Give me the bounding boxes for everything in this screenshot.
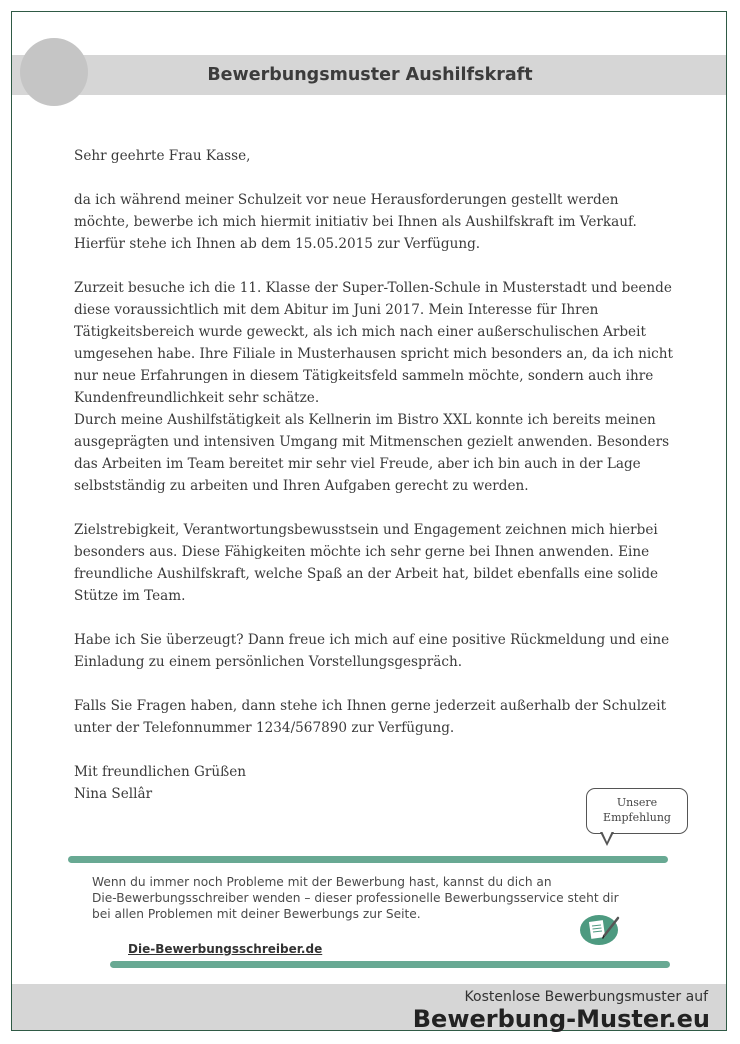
signoff: [74, 761, 674, 805]
paragraph-contact: Falls Sie Fragen haben, dann stehe ich Ihnen gerne jederzeit außerhalb der Schulzeit unter der Telefonnummer 1234/567890 zur Verfügung.: [74, 698, 667, 736]
paragraph-strengths: Zielstrebigkeit, Verantwortungsbewusstsein und Engagement zeichnen mich hierbei besonders aus. Diese Fähigkeiten möchte ich sehr gerne bei Ihnen anwenden. Eine freundliche Aushilfskraft, welche Spaß an der Arbeit hat, bildet ebenfalls eine solide Stütze im Team.: [74, 522, 659, 604]
paragraph-interview: Habe ich Sie überzeugt? Dann freue ich mich auf eine positive Rückmeldung und eine Einladung zu einem persönlichen Vorstellungsgespräch.: [74, 632, 670, 670]
bewerbungsschreiber-link[interactable]: Die-Bewerbungsschreiber.de: [128, 942, 323, 956]
document-pen-icon: [578, 912, 624, 946]
brush-stroke-top: [68, 856, 668, 863]
bubble-line-1: Unsere: [616, 796, 658, 809]
paragraph-experience: Durch meine Aushilfstätigkeit als Kellnerin im Bistro XXL konnte ich bereits meinen ausgeprägten und intensiven Umgang mit Mitmenschen gezielt anwenden. Besonders das Arbeiten im Team bereitet mir sehr viel Freude, aber ich bin auch in der Lage selbstständig zu arbeiten und Ihren Aufgaben gerecht zu werden.: [74, 412, 670, 494]
paragraph-intro: da ich während meiner Schulzeit vor neue Herausforderungen gestellt werden möchte, bewerbe ich mich hiermit initiativ bei Ihnen als Aushilfskraft im Verkauf. Hierfür stehe ich Ihnen ab dem 15.05.2015 zur Verfügung.: [74, 192, 637, 252]
recommendation-bubble: [586, 788, 688, 834]
signature: Nina Sellâr: [74, 786, 153, 802]
footer-brand: Bewerbung-Muster.eu: [412, 1005, 710, 1033]
letter-body: [74, 145, 674, 805]
paragraph-school: Zurzeit besuche ich die 11. Klasse der Super-Tollen-Schule in Musterstadt und beende diese voraussichtlich mit dem Abitur im Juni 2017. Mein Interesse für Ihren Tätigkeitsbereich wurde geweckt, als ich mich nach einer außerschulischen Arbeit umgesehen habe. Ihre Filiale in Musterhausen spricht mich besonders an, da ich nicht nur neue Erfahrungen in diesem Tätigkeitsfeld sammeln möchte, sondern auch ihre Kundenfreundlichkeit sehr schätze.: [74, 280, 674, 406]
footer-tagline: Kostenlose Bewerbungsmuster auf: [464, 989, 708, 1005]
salutation: Sehr geehrte Frau Kasse,: [74, 148, 251, 164]
closing: Mit freundlichen Grüßen: [74, 764, 247, 780]
page-title: Bewerbungsmuster Aushilfskraft: [207, 65, 533, 85]
bubble-line-2: Empfehlung: [603, 811, 671, 824]
recommendation-line-1: Wenn du immer noch Probleme mit der Bewerbung hast, kannst du dich an: [92, 875, 552, 889]
recommendation-line-3: bei allen Problemen mit deiner Bewerbungs zur Seite.: [92, 907, 421, 921]
recommendation-line-2: Die-Bewerbungsschreiber wenden – dieser professionelle Bewerbungsservice steht dir: [92, 891, 619, 905]
bubble-tail-inner: [602, 831, 612, 842]
brush-stroke-bottom: [110, 961, 670, 968]
